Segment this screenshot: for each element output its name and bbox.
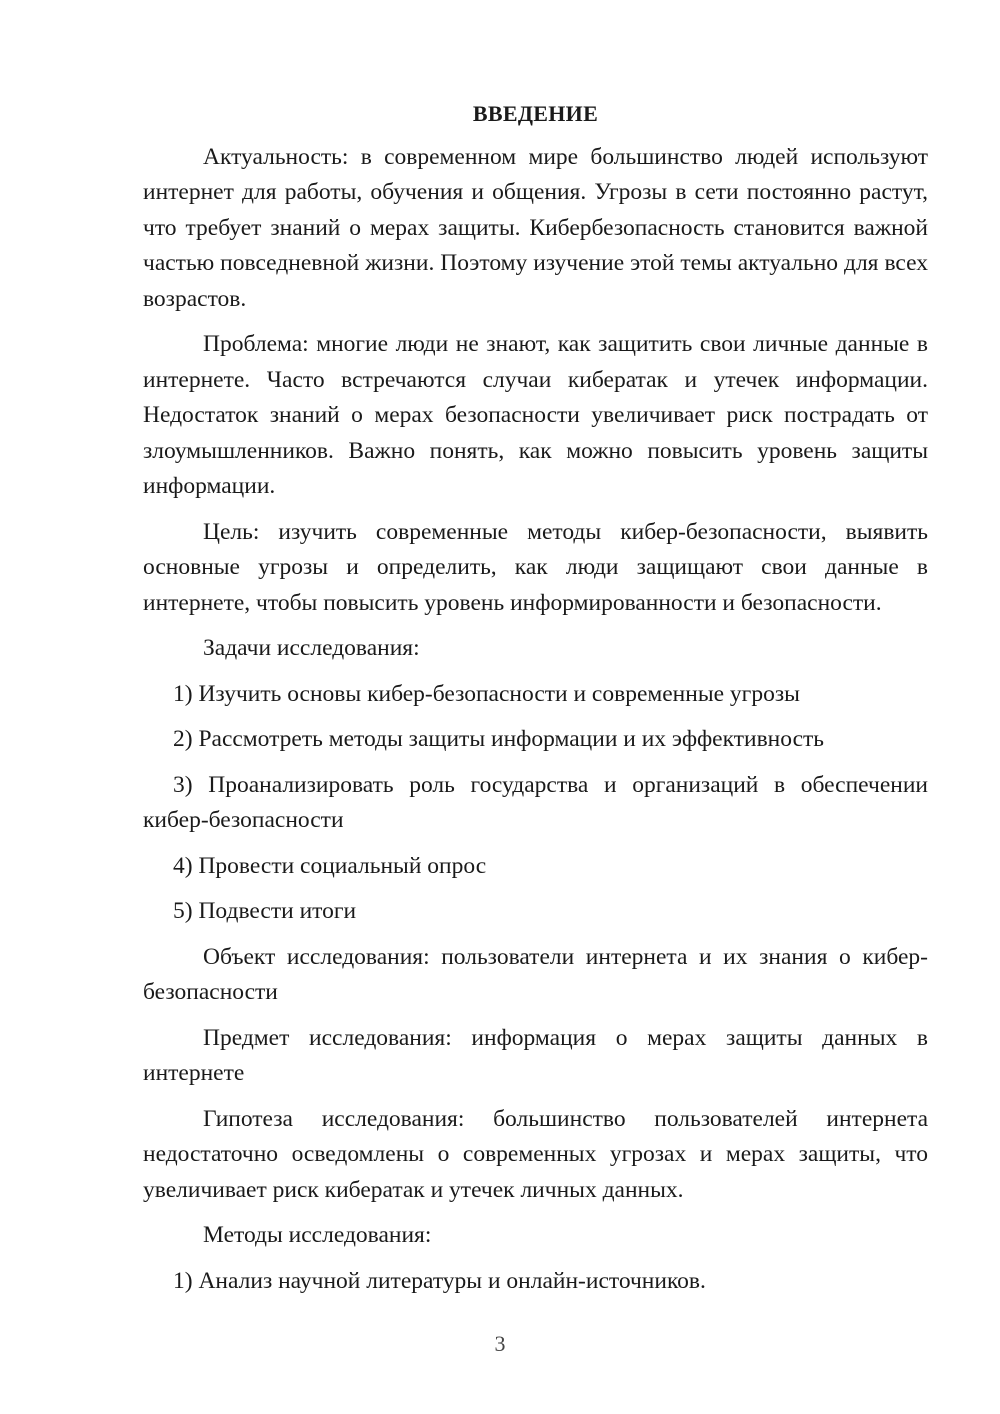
tasks-heading: Задачи исследования:: [203, 635, 420, 661]
object-paragraph: Объект исследования: пользователи интернета и их знания о кибер-безопасности: [143, 943, 928, 1005]
hypothesis-paragraph: Гипотеза исследования: большинство пользователей интернета недостаточно осведомлены о современных угрозах и мерах защиты, что увеличивает риск кибератак и утечек личных данных.: [143, 1105, 928, 1203]
page-title: ВВЕДЕНИЕ: [472, 101, 599, 126]
subject-paragraph: Предмет исследования: информация о мерах защиты данных в интернете: [143, 1024, 928, 1086]
relevance-paragraph: Актуальность: в современном мире большинство людей используют интернет для работы, обучения и общения. Угрозы в сети постоянно растут, что требует знаний о мерах защиты. Кибербезопасность становится важной частью повседневной жизни. Поэтому изучение этой темы актуально для всех возрастов.: [143, 143, 928, 312]
task-item: 5) Подвести итоги: [173, 898, 357, 924]
method-item: 1) Анализ научной литературы и онлайн-источников.: [173, 1267, 706, 1294]
task-item: 3) Проанализировать роль государства и организаций в обеспечении кибер-безопасности: [143, 771, 928, 833]
goal-paragraph: Цель: изучить современные методы кибер-безопасности, выявить основные угрозы и определить, как люди защищают свои данные в интернете, чтобы повысить уровень информированности и безопасности.: [143, 518, 928, 616]
task-item: 4) Провести социальный опрос: [173, 852, 487, 879]
task-item: 2) Рассмотреть методы защиты информации и их эффективность: [173, 726, 824, 752]
problem-paragraph: Проблема: многие люди не знают, как защитить свои личные данные в интернете. Часто встречаются случаи кибератак и утечек информации. Недостаток знаний о мерах безопасности увеличивает риск пострадать от злоумышленников. Важно понять, как можно повысить уровень защиты информации.: [143, 331, 928, 499]
page-number: 3: [494, 1331, 506, 1356]
document-page: [143, 96, 928, 1309]
methods-heading: Методы исследования:: [203, 1222, 432, 1248]
task-item: 1) Изучить основы кибер-безопасности и современные угрозы: [173, 680, 800, 707]
